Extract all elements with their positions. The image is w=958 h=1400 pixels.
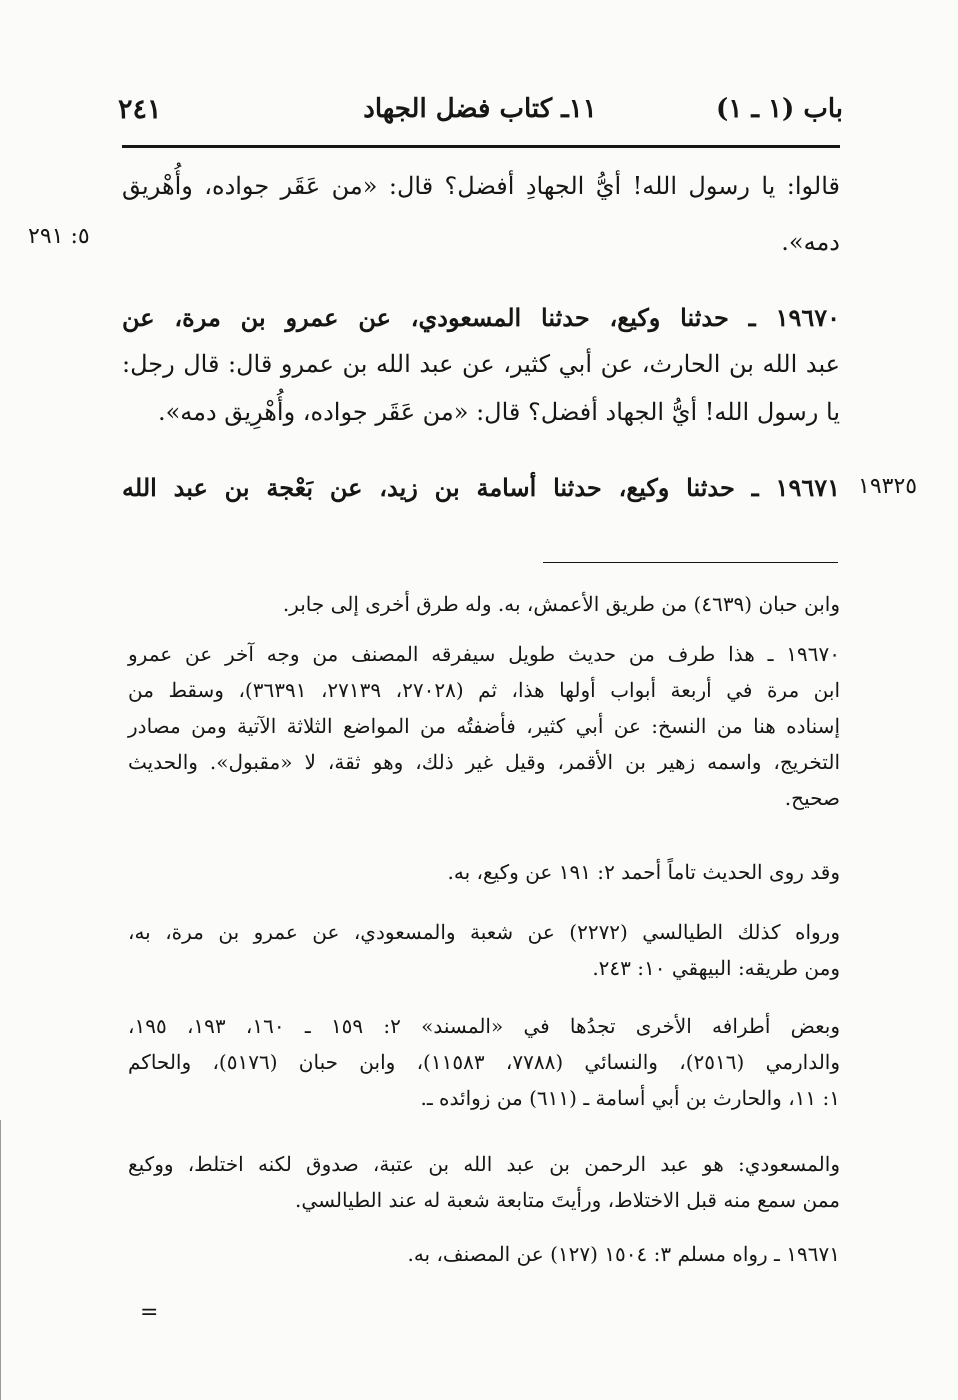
footnote-line: ورواه كذلك الطيالسي (٢٢٧٢) عن شعبة والمسعودي، عن عمرو بن مرة، به، xyxy=(128,920,840,944)
main-text-line: دمه». xyxy=(781,228,840,256)
footnote-line: إسناده هنا من النسخ: عن أبي كثير، فأضفتُه من المواضع الثلاثة الآتية ومن مصادر xyxy=(128,714,840,738)
footnote-line: وابن حبان (٤٦٣٩) من طريق الأعمش، به. وله طرق أخرى إلى جابر. xyxy=(282,592,840,616)
header-divider xyxy=(122,145,840,148)
footnote-line: ابن مرة في أربعة أبواب أولها هذا، ثم (٢٧٠٢٨، ٢٧١٣٩، ٣٦٣٩١)، وسقط من xyxy=(128,678,841,702)
footnote-line: التخريج، واسمه زهير بن الأقمر، وقيل غير ذلك، وهو ثقة، لا «مقبول». والحديث xyxy=(128,750,840,774)
book-title: ١١ـ كتاب فضل الجهاد xyxy=(363,94,597,124)
margin-reference: ٥: ٢٩١ xyxy=(28,224,90,249)
hadith-19670-line: ١٩٦٧٠ ـ حدثنا وكيع، حدثنا المسعودي، عن عمرو بن مرة، عن xyxy=(122,303,841,332)
footnote-line: وقد روى الحديث تاماً أحمد ٢: ١٩١ عن وكيع، به. xyxy=(447,860,840,884)
footnote-line: ومن طريقه: البيهقي ١٠: ٢٤٣. xyxy=(592,956,840,980)
footnote-line: والدارمي (٢٥١٦)، والنسائي (٧٧٨٨، ١١٥٨٣)، وابن حبان (٥١٧٦)، والحاكم xyxy=(128,1050,840,1074)
footnote-line: ١٩٦٧٠ ـ هذا طرف من حديث طويل سيفرقه المصنف من وجه آخر عن عمرو xyxy=(128,642,840,666)
continuation-mark: = xyxy=(140,1300,159,1325)
main-text-line: قالوا: يا رسول الله! أيُّ الجهادِ أفضل؟ قال: «من عَقَر جواده، وأُهْريق xyxy=(122,172,840,200)
footnote-line: ١٩٦٧١ ـ رواه مسلم ٣: ١٥٠٤ (١٢٧) عن المصنف، به. xyxy=(407,1242,840,1266)
main-text-line: عبد الله بن الحارث، عن أبي كثير، عن عبد الله بن عمرو قال: قال رجل: xyxy=(122,350,840,378)
footnote-line: ممن سمع منه قبل الاختلاط، ورأيتَ متابعة شعبة له عند الطيالسي. xyxy=(295,1188,840,1212)
footnote-line: وبعض أطرافه الأخرى تجدُها في «المسند» ٢: ١٥٩ ـ ١٦٠، ١٩٣، ١٩٥، xyxy=(128,1014,841,1038)
footnote-line: صحيح. xyxy=(784,786,840,810)
main-text-line: يا رسول الله! أيُّ الجهاد أفضل؟ قال: «من عَقَر جواده، وأُهْرِيق دمه». xyxy=(157,398,840,426)
chapter-label: باب (١ ـ ١) xyxy=(716,94,843,124)
footnote-divider xyxy=(543,562,838,563)
margin-reference: ١٩٣٢٥ xyxy=(858,474,918,499)
footnote-line: والمسعودي: هو عبد الرحمن بن عبد الله بن عتبة، صدوق لكنه اختلط، ووكيع xyxy=(128,1152,840,1176)
footnote-line: ١: ١١، والحارث بن أبي أسامة ـ (٦١١) من زوائده ـ. xyxy=(420,1086,840,1110)
hadith-19671-line: ١٩٦٧١ ـ حدثنا وكيع، حدثنا أسامة بن زيد، عن بَعْجة بن عبد الله xyxy=(122,473,840,502)
page-number: ٢٤١ xyxy=(118,94,162,125)
page-edge xyxy=(0,1120,1,1400)
